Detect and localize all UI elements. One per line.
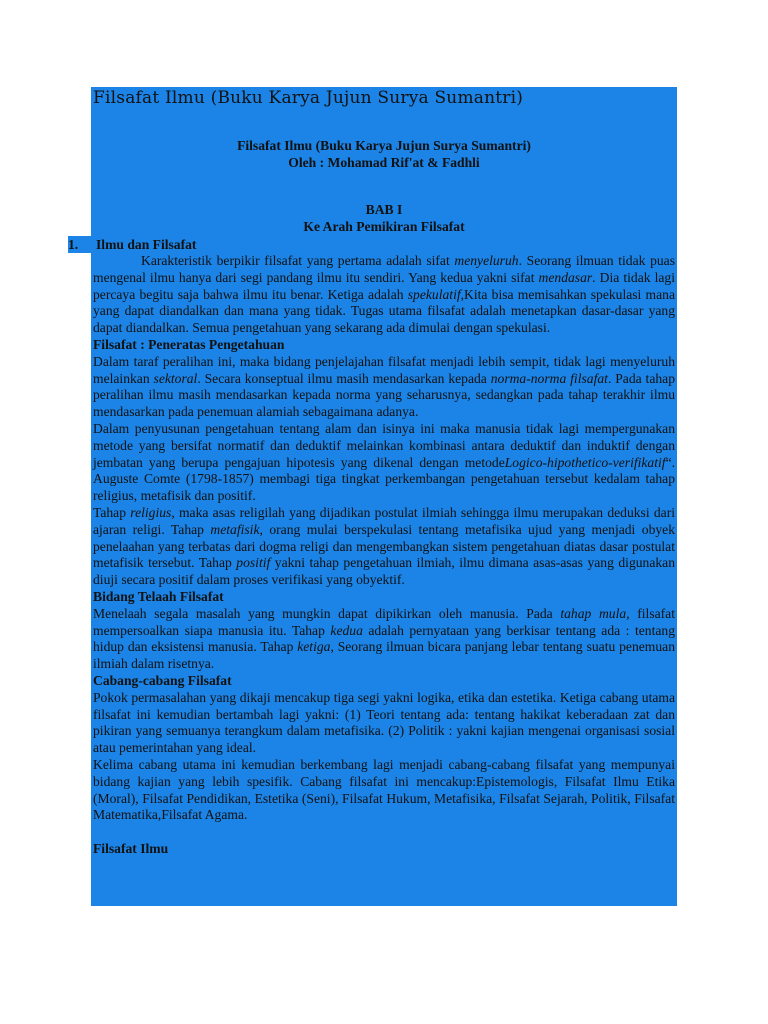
document-title: Filsafat Ilmu (Buku Karya Jujun Surya Sumantri) [93,88,524,108]
emphasis: kedua [330,622,363,638]
heading-filsafat-ilmu: Filsafat Ilmu [93,841,169,857]
text-run: . Pada tahap peralihan ilmu masih mendasarkan kepada norma yang seharusnya, sedangkan pada tahap terakhir ilmu mendasarkan pada penemuan alamiah sebagaimana adanya. [93,370,675,420]
text-run: , maka asas religilah yang dijadikan postulat ilmiah sehingga ilmu merupakan deduksi dari ajaran religi. Tahap [93,504,676,537]
text-run: , filsafat mempersoalkan siapa manusia itu. Tahap [93,605,675,638]
emphasis: spekulatif [407,286,461,302]
paragraph [93,606,675,673]
text-run: , orang mulai berspekulasi tentang metafisika ujud yang menjadi obyek penelaahan yang terbatas dari dogma religi dan mengembangkan sistem pengetahuan diatas dasar postulat metafisik tersebut. Tahap [93,521,675,571]
text-run: . Secara konseptual ilmu masih mendasarkan kepada [197,370,491,386]
chapter-title: Ke Arah Pemikiran Filsafat [303,218,465,234]
heading-bidang-telaah: Bidang Telaah Filsafat [93,588,224,604]
text-run: Tahap [93,504,131,520]
emphasis: norma-norma filsafat [490,370,608,386]
blank-line [93,824,675,841]
text-run: yakni tahap pengetahuan ilmiah, ilmu dimana asas-asas yang digunakan diuji secara positif dalam proses verifikasi yang obyektif. [93,555,676,588]
text-run: Dalam penyusunan pengetahuan tentang alam dan isinya ini maka manusia tidak lagi mempergunakan metode yang bersifat normatif dan deduktif melainkan kombinasi antara deduktif dan induktif dengan jembatan yang berupa pengajuan hipotesis yang dikenal dengan metode [93,420,675,470]
emphasis: sektoral [153,370,198,386]
emphasis: menyeluruh [454,253,519,268]
paragraph: Pokok permasalahan yang dikaji mencakup tiga segi yakni logika, etika dan estetika. Ketiga cabang utama filsafat ini kemudian bertambah lagi yakni: (1) Teori tentang ada: tentang hakikat keberadaan zat dan pikiran yang semuanya terangkum dalam metafisika. (2) Politik : yakni kajian mengenai organisasi sosial atau pemerintahan yang ideal. [93,689,675,756]
subtitle: Filsafat Ilmu (Buku Karya Jujun Surya Sumantri) [237,138,531,153]
paragraph [93,253,675,337]
emphasis: Logico-hipothetico-verifikatif [504,454,666,470]
paragraph [93,354,675,421]
text-run: ,Kita bisa memisahkan spekulasi mana yang dapat diandalkan dan mana yang tidak. Tugas utama filsafat adalah menetapkan dasar-dasar yang dapat diandalkan. Semua pengetahuan yang sekarang ada dimulai dengan spekulasi. [93,286,675,336]
emphasis: positif [236,555,271,571]
heading-cabang-filsafat: Cabang-cabang Filsafat [93,672,232,688]
text-run: Menelaah segala masalah yang mungkin dapat dipikirkan oleh manusia. Pada [93,605,561,621]
section-number: 1. [68,237,79,252]
authors: Oleh : Mohamad Rif'at & Fadhli [288,154,480,170]
heading-peneratas: Filsafat : Peneratas Pengetahuan [93,336,285,352]
text-run: Karakteristik berpikir filsafat yang pertama adalah sifat [141,253,455,268]
emphasis: metafisik [210,521,260,537]
emphasis: mendasar [538,269,593,285]
paragraph [93,421,675,505]
text-run: . Dia tidak lagi percaya begitu saja bahwa ilmu itu benar. Ketiga adalah [93,269,675,302]
text-run: , Seorang ilmuan bicara panjang lebar tentang suatu penemuan ilmiah dalam risetnya. [93,639,675,672]
text-run: adalah pernyataan yang berkisar tentang ada : tentang hidup dan eksistensi manusia. Tahap [93,622,675,655]
paragraph: Kelima cabang utama ini kemudian berkembang lagi menjadi cabang-cabang filsafat yang mempunyai bidang kajian yang lebih spesifik. Cabang filsafat ini mencakup:Epistemologis, Filsafat Ilmu Etika (Moral), Filsafat Pendidikan, Estetika (Seni), Filsafat Hukum, Metafisika, Filsafat Sejarah, Politik, Filsafat Matematika,Filsafat Agama. [93,756,675,823]
chapter-number: BAB I [365,202,403,217]
text-run: . Seorang ilmuan tidak puas mengenal ilmu hanya dari segi pandang ilmu itu sendiri. Yang kedua yakni sifat [93,253,675,285]
section-title: Ilmu dan Filsafat [96,237,197,252]
emphasis: ketiga [297,639,331,655]
section-heading-ilmu-dan-filsafat [68,236,196,253]
text-run: “. Auguste Comte (1798-1857) membagi tiga tingkat perkembangan pengetahuan tersebut kedalam tahap religius, metafisik dan positif. [93,454,675,504]
emphasis: tahap mula [560,605,627,621]
paragraph [93,505,675,589]
text-run: Dalam taraf peralihan ini, maka bidang penjelajahan filsafat menjadi lebih sempit, tidak lagi menyeluruh melainkan [93,353,675,386]
document-body [93,253,675,858]
emphasis: religius [130,504,172,520]
